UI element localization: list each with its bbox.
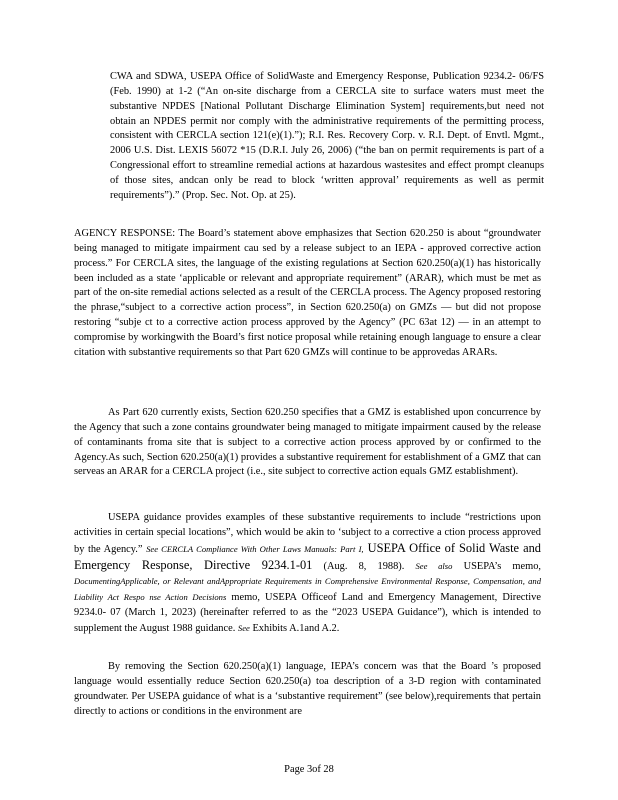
body-paragraph-removal: By removing the Section 620.250(a)(1) language, IEPA’s concern was that the Board ’s proposed language would essentially reduce Section 620.250(a) toa description of a 3-D region with contaminated groundwater. Per USEPA guidance of what is a ‘substantive requirement” (see below),requirements that pertain directly to actions or conditions in the environment are <box>74 661 541 717</box>
paragraph-text: USEPA’s memo, <box>452 560 542 572</box>
citation-signal: See <box>237 622 250 633</box>
paragraph-text: Exhibits A.1and A.2. <box>249 622 340 634</box>
memo-title: DocumentingApplicable, or Relevant andAppropriate Requirements in Comprehensive Environmental Response, Compensation, and Liability Act Respo nse Action Decisions <box>74 576 541 603</box>
directive-citation: USEPA Office of Solid Waste and Emergency Response, Directive 9234.1-01 <box>74 540 541 572</box>
paragraph-text: memo, USEPA Officeof Land and Emergency Management, Directive 9234.0- 07 (March 1, 2023) (hereinafter referred to as the “2023 USEPA Guidance”), which is intended to supplement the August 1988 guidance. <box>74 592 541 634</box>
body-paragraph-usepa-guidance <box>74 511 541 637</box>
paragraph-text: USEPA guidance provides examples of these substantive requirements to include “restrictions upon activities in certain special locations”, which would be akin to ‘subject to a corrective a ction process approved by the Agency.” <box>74 512 541 555</box>
block-quote: CWA and SDWA, USEPA Office of SolidWaste and Emergency Response, Publication 9234.2- 06/FS (Feb. 1990) at 1-2 (“An on-site discharge from a CERCLA site to surface waters must meet the substantive NPDES [National Pollutant Discharge Elimination System] requirements,but need not obtain an NPDES permit nor comply with the administrative requirements of the permitting process, consistent with CERCLA section 121(e)(1).”); R.I. Res. Recovery Corp. v. R.I. Dept. of Envtl. Mgmt., 2006 U.S. Dist. LEXIS 56072 *15 (D.R.I. July 26, 2006) (“the ban on permit requirements is part of a Congressional effort to streamline remedial actions at hazardous wastesites and effect prompt cleanups of those sites, andcan only be read to block ‘written approval’ requirements as well as permit requirements”).” (Prop. Sec. Not. Op. at 25). <box>110 71 544 201</box>
page-number: Page 3of 28 <box>284 764 334 775</box>
agency-response-paragraph: AGENCY RESPONSE: The Board’s statement above emphasizes that Section 620.250 is about “groundwater being managed to mitigate impairment cau sed by a release subject to an IEPA - approved corrective action process.” For CERCLA sites, the language of the existing regulations at Section 620.250(a)(1) has historically been included as a state ‘applicable or relevant and appropriate requirement” (ARAR), which must be met as part of the on-site remedial actions selected as a result of the CERCLA process. The Agency proposed restoring the phrase,“subject to a corrective action process”, in Section 620.250(a) on GMZs — but did not propose restoring “subje ct to a corrective action process approved by the Agency” (PC 63at 12) — in an attempt to compromise by workingwith the Board’s first notice proposal while retaining enough language to ensure a clear citation with substantive requirements so that Part 620 GMZs will continue to be approvedas ARARs. <box>74 228 541 358</box>
citation-signal: See CERCLA Compliance With Other Laws Manuals: Part I, <box>146 543 364 554</box>
citation-signal: See also <box>415 560 453 571</box>
paragraph-text: (Aug. 8, 1988). <box>312 560 416 572</box>
body-paragraph-gmz: As Part 620 currently exists, Section 620.250 specifies that a GMZ is established upon concurrence by the Agency that such a zone contains groundwater being managed to mitigate impairment caused by the release of contaminants froma site that is subject to a corrective action process approved by or confirmed to the Agency.As such, Section 620.250(a)(1) provides a substantive requirement for establishment of a GMZ that can serveas an ARAR for a CERCLA project (i.e., site subject to corrective action equals GMZ establishment). <box>74 407 541 478</box>
